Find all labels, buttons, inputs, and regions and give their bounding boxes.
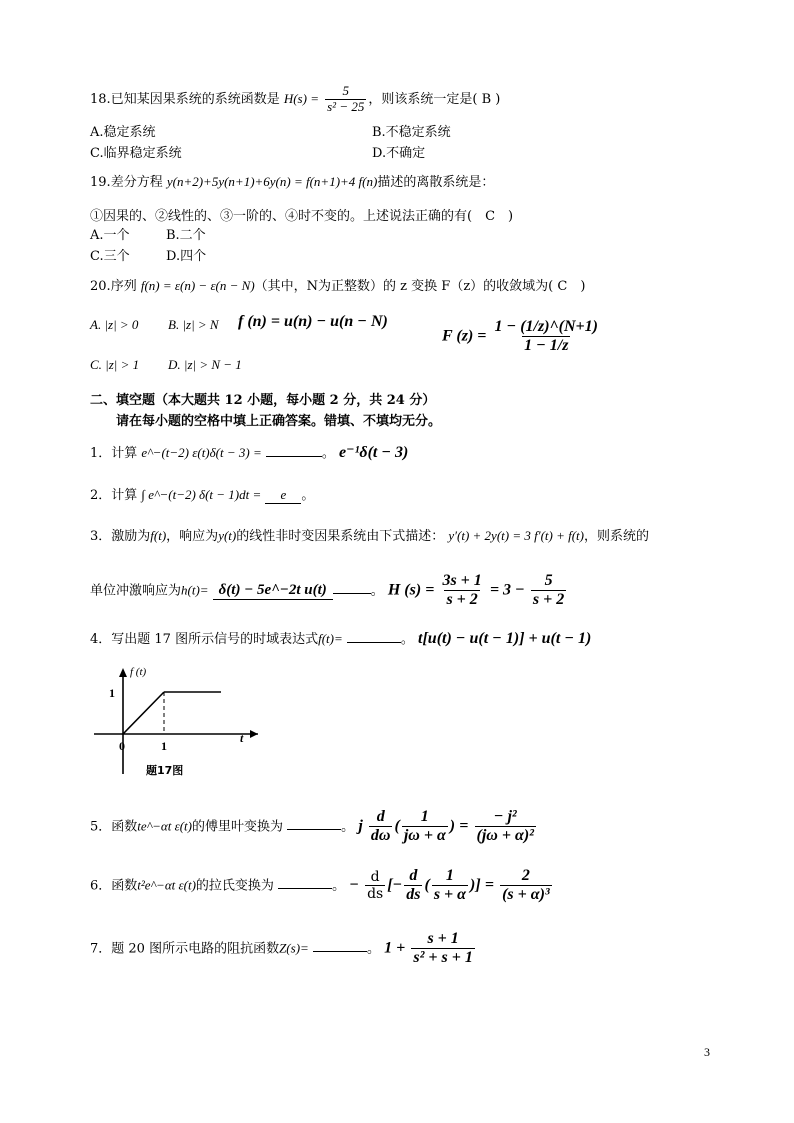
fill-4-blank[interactable] <box>347 642 401 643</box>
q20-option-c: C. |z| > 1 <box>90 357 140 372</box>
q19-option-b: B.二个 <box>166 228 206 243</box>
q19-equation: y(n+2)+5y(n+1)+6y(n) = f(n+1)+4 f(n) <box>166 174 378 189</box>
q20-fz-answer <box>442 318 602 356</box>
fill-2: 2．计算 ∫ e^−(t−2) δ(t − 1)dt = e 。 <box>90 487 315 503</box>
q20-option-d: D. |z| > N − 1 <box>168 357 242 372</box>
fill-7: 7．题 20 图所示电路的阻抗函数Z(s)= 。 1 + $\frac{s + 1}{\text{s² + s + 1}}$ <box>90 930 473 967</box>
fill-3-hs: H (s) = <box>387 581 435 599</box>
fill-5-blank[interactable] <box>287 829 341 830</box>
fill-6: 6．函数t²e^−αt ε(t)的拉氏变换为 。 − $\frac{d}{ds}$ [− $\frac{d}{ds}$ ( $\frac{1}{s + \alpha}$ )] = $\frac{2}{\text{(s + α)³}}$ <box>90 867 550 904</box>
q19-props: ①因果的、②线性的、③一阶的、④时不变的。上述说法正确的有( C ) <box>90 209 514 224</box>
figure-caption: 题17图 <box>146 764 184 777</box>
fill-6-fraction-1: $\frac{1}{s + \alpha}$ <box>433 867 467 904</box>
q20-stem-a: 序列 <box>110 279 137 294</box>
q19-option-a: A.一个 <box>90 228 130 243</box>
fill-6-derivative-inner: $\frac{d}{ds}$ <box>406 867 421 904</box>
q20-stem-b: （其中，N为正整数）的 z 变换 F（z）的收敛域为( C ) <box>254 279 586 294</box>
q20-option-a: A. |z| > 0 <box>90 317 139 332</box>
page-number: 3 <box>704 1045 710 1059</box>
fill-4: 4．写出题 17 图所示信号的时域表达式f(t)= 。 t[u(t) − u(t − 1)] + u(t − 1) <box>90 630 592 647</box>
q18-option-b: B.不稳定系统 <box>372 125 451 140</box>
figure-y1: 1 <box>109 686 115 700</box>
fill-3-blank[interactable]: δ(t) − 5e^−2t u(t) <box>213 582 333 600</box>
q18-option-c: C.临界稳定系统 <box>90 146 182 161</box>
q18-number: 18. <box>90 91 111 107</box>
q19-option-d: D.四个 <box>166 249 207 264</box>
q18-stem-b: ，则该系统一定是( B ) <box>368 91 501 107</box>
fill-1-answer: e⁻¹δ(t − 3) <box>339 444 409 461</box>
fill-1-expression: e^−(t−2) ε(t)δ(t − 3) = <box>141 445 262 460</box>
fill-5: 5．函数te^−αt ε(t)的傅里叶变换为 。 j $\frac{d}{d\omega}$ ( $\frac{1}{j\omega + \alpha}$ ) = $\frac{\text{− j²}}{\text{(jω + α)²}}$ <box>90 808 534 845</box>
q20-fz-fraction: $\frac{1 - (1/z)\^{}(N+1)}{1 - 1/z}$ <box>494 318 598 355</box>
q18-hs: H(s) = <box>283 90 319 106</box>
fill-3-equation: y′(t) + 2y(t) = 3 f′(t) + f(t) <box>448 528 584 543</box>
fill-6-blank[interactable] <box>278 888 332 889</box>
fill-3-line-2: 单位冲激响应为h(t)= δ(t) − 5e^−2t u(t) 。 H (s) = $\frac{3s + 1}{s + 2}$ = 3 − $\frac{5}{s + 2}$ <box>90 572 565 609</box>
q20-fz-label: F (z) = <box>442 327 487 345</box>
section2-title: 二、填空题（本大题共 12 小题，每小题 2 分，共 24 分） <box>90 393 436 408</box>
q18-option-a: A.稳定系统 <box>90 125 156 140</box>
fill-1-blank[interactable] <box>266 456 322 457</box>
fill-2-blank[interactable]: e <box>265 487 301 504</box>
figure-x1: 1 <box>161 739 167 753</box>
q19-option-c: C.三个 <box>90 249 130 264</box>
q19-stem-a: 差分方程 <box>110 175 163 190</box>
q19-number: 19. <box>90 175 111 190</box>
fill-6-fraction-2: $\frac{2}{\text{(s + α)³}}$ <box>502 867 550 904</box>
figure-xlabel: t <box>240 731 244 745</box>
t-axis-arrow <box>250 730 258 738</box>
fill-3-hs-fraction-2: $\frac{5}{s + 2}$ <box>532 572 565 609</box>
section2-instruction: 请在每小题的空格中填上正确答案。错填、不填均无分。 <box>116 414 442 429</box>
f-axis-arrow <box>119 668 127 677</box>
q20-stem <box>90 275 585 294</box>
figure-x0: 0 <box>119 739 125 753</box>
fill-7-blank[interactable] <box>313 951 367 952</box>
q20-handwritten-answer: f (n) = u(n) − u(n − N) <box>238 313 388 330</box>
q20-option-b: B. |z| > N <box>168 317 219 332</box>
q20-equation: f(n) = ε(n) − ε(n − N) <box>140 278 255 293</box>
fill-1: 1．计算 e^−(t−2) ε(t)δ(t − 3) = 。 e⁻¹δ(t − 3) <box>90 444 409 461</box>
q19-stem <box>90 171 494 190</box>
figure-ylabel: f (t) <box>130 666 147 678</box>
q19-stem-b: 描述的离散系统是： <box>377 175 495 190</box>
ramp-segment <box>123 692 164 734</box>
q18-stem-a: 已知某因果系统的系统函数是 <box>110 91 280 107</box>
fill-4-answer: t[u(t) − u(t − 1)] + u(t − 1) <box>418 630 592 647</box>
q20-number: 20. <box>90 279 111 294</box>
q18-fraction: $\frac{5}{\text{s² − 25}}$ <box>327 83 365 114</box>
fill-5-derivative: $\frac{d}{d\omega}$ <box>370 808 391 845</box>
fill-6-derivative-outer: $\frac{d}{ds}$ <box>367 869 384 903</box>
fill-3-line-1: 3．激励为f(t)，响应为y(t)的线性非时变因果系统由下式描述： y′(t) + 2y(t) = 3 f′(t) + f(t)，则系统的 <box>90 528 650 544</box>
fill-7-fraction: $\frac{s + 1}{\text{s² + s + 1}}$ <box>413 930 473 967</box>
fill-2-expression: ∫ e^−(t−2) δ(t − 1)dt = <box>141 487 262 502</box>
q18-stem <box>90 84 500 115</box>
q18-option-d: D.不确定 <box>372 146 426 161</box>
fill-3-hs-fraction: $\frac{3s + 1}{s + 2}$ <box>442 572 482 609</box>
fill-5-fraction-1: $\frac{1}{j\omega + \alpha}$ <box>403 808 446 845</box>
fill-5-fraction-2: $\frac{\text{− j²}}{\text{(jω + α)²}}$ <box>476 808 534 845</box>
signal-figure <box>90 662 270 782</box>
